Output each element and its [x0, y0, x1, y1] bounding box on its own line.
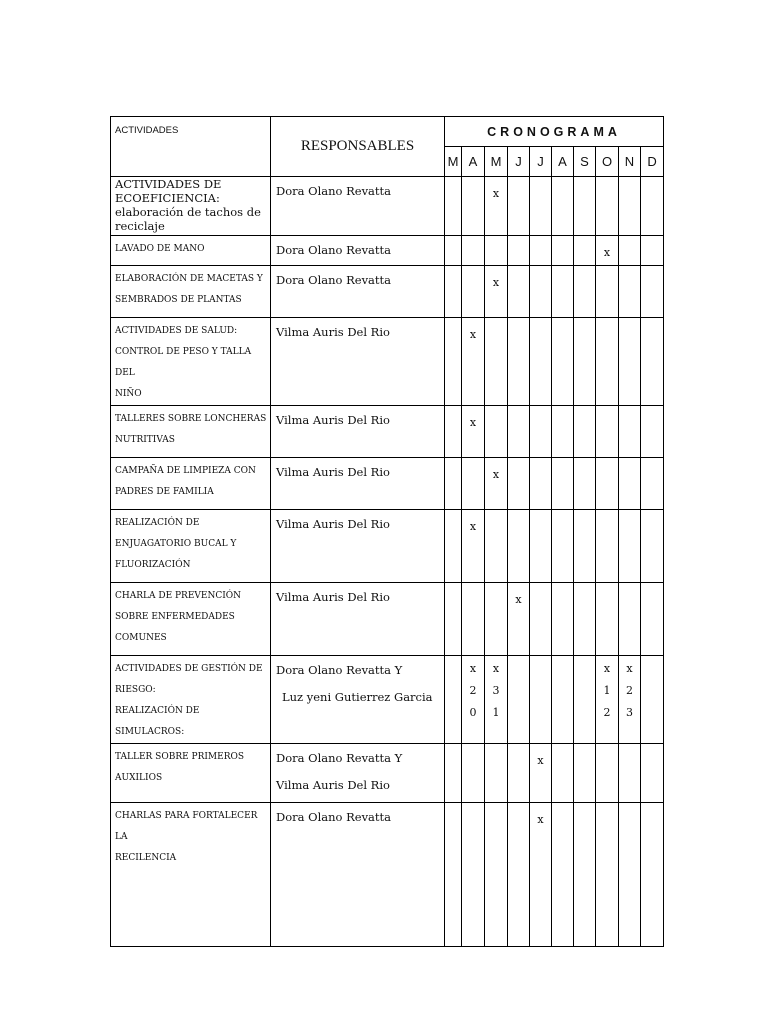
activity-text: RECILENCIA — [115, 853, 177, 863]
activity-text: NIÑO — [115, 389, 142, 399]
schedule-mark: x 1 2 — [603, 662, 611, 719]
schedule-cell — [574, 318, 596, 406]
responsable-text: Dora Olano Revatta — [276, 184, 392, 198]
schedule-cell — [596, 803, 619, 947]
schedule-cell — [445, 406, 462, 458]
schedule-cell — [485, 803, 508, 947]
activity-text: REALIZACIÓN DE SIMULACROS: — [115, 706, 200, 737]
schedule-cell — [508, 236, 530, 266]
responsable-cell — [271, 236, 445, 266]
schedule-cell — [619, 803, 641, 947]
month-sep: S — [574, 147, 596, 177]
activity-cell — [111, 744, 271, 803]
responsable-text: Dora Olano Revatta — [276, 243, 392, 257]
schedule-mark: x — [537, 813, 544, 826]
activity-text: ELABORACIÓN DE MACETAS Y — [115, 274, 263, 284]
responsable-text: Vilma Auris Del Rio — [276, 325, 390, 339]
schedule-cell — [530, 406, 552, 458]
activity-text: ACTIVIDADES DE SALUD: — [115, 326, 238, 336]
schedule-mark: x — [469, 520, 477, 533]
schedule-cell — [596, 177, 619, 236]
schedule-cell — [552, 803, 574, 947]
schedule-mark: x — [492, 468, 500, 481]
responsable-cell — [271, 510, 445, 583]
activity-text: CHARLAS PARA FORTALECER LA — [115, 811, 258, 842]
header-row — [111, 117, 664, 147]
activity-text: TALLER SOBRE PRIMEROS — [115, 752, 245, 762]
activity-text: ENJUAGATORIO BUCAL Y — [115, 539, 237, 549]
responsable-cell — [271, 266, 445, 318]
schedule-cell — [574, 406, 596, 458]
schedule-cell — [462, 744, 485, 803]
schedule-mark: x 2 0 — [469, 662, 477, 719]
table-row — [111, 266, 664, 318]
responsable-text: Dora Olano Revatta — [276, 810, 392, 824]
schedule-cell — [508, 583, 530, 656]
schedule-cell — [445, 744, 462, 803]
activity-cell — [111, 177, 271, 236]
schedule-cell — [508, 177, 530, 236]
schedule-mark: x — [537, 754, 544, 767]
responsable-text: Vilma Auris Del Rio — [276, 590, 390, 604]
schedule-mark: x — [492, 187, 500, 200]
activity-cell — [111, 236, 271, 266]
schedule-cell — [508, 318, 530, 406]
month-jun: J — [508, 147, 530, 177]
activity-text: LAVADO DE MANO — [115, 244, 205, 254]
schedule-cell — [445, 318, 462, 406]
responsable-text: Vilma Auris Del Rio — [276, 517, 390, 531]
schedule-cell — [641, 266, 664, 318]
schedule-cell — [445, 458, 462, 510]
schedule-cell — [641, 803, 664, 947]
responsable-text: Dora Olano Revatta — [276, 273, 392, 287]
schedule-cell — [485, 406, 508, 458]
schedule-cell — [530, 510, 552, 583]
schedule-cell — [596, 656, 619, 744]
activity-cell — [111, 318, 271, 406]
schedule-cell — [462, 803, 485, 947]
schedule-cell — [462, 656, 485, 744]
schedule-cell — [445, 177, 462, 236]
responsable-text: Luz yeni Gutierrez Garcia — [282, 690, 433, 704]
activity-text: CAMPAÑA DE LIMPIEZA CON — [115, 466, 256, 476]
schedule-cell — [596, 510, 619, 583]
responsable-text: Dora Olano Revatta Y — [276, 751, 403, 765]
schedule-cell — [445, 803, 462, 947]
schedule-cell — [462, 406, 485, 458]
schedule-mark: x 2 3 — [626, 662, 633, 719]
activity-text: AUXILIOS — [115, 773, 163, 783]
schedule-cell — [445, 510, 462, 583]
schedule-cell — [445, 583, 462, 656]
schedule-cell — [462, 177, 485, 236]
activity-text: TALLERES SOBRE LONCHERAS — [115, 414, 267, 424]
schedule-cell — [462, 266, 485, 318]
schedule-cell — [596, 458, 619, 510]
schedule-cell — [462, 318, 485, 406]
responsable-cell — [271, 583, 445, 656]
table-row — [111, 583, 664, 656]
schedule-cell — [574, 458, 596, 510]
schedule-cell — [619, 406, 641, 458]
schedule-cell — [596, 266, 619, 318]
schedule-cell — [641, 510, 664, 583]
table-row — [111, 177, 664, 236]
schedule-cell — [552, 583, 574, 656]
month-mar: M — [445, 147, 462, 177]
schedule-cell — [619, 744, 641, 803]
month-apr: A — [462, 147, 485, 177]
schedule-cell — [619, 266, 641, 318]
month-may: M — [485, 147, 508, 177]
schedule-cell — [596, 236, 619, 266]
activity-text: ACTIVIDADES DE GESTIÓN DE — [115, 664, 263, 674]
table-row — [111, 510, 664, 583]
responsable-cell — [271, 177, 445, 236]
responsables-header: RESPONSABLES — [271, 117, 445, 177]
responsable-cell — [271, 656, 445, 744]
activity-text: REALIZACIÓN DE — [115, 518, 200, 528]
schedule-cell — [619, 318, 641, 406]
schedule-cell — [462, 510, 485, 583]
schedule-cell — [641, 177, 664, 236]
table-row — [111, 458, 664, 510]
schedule-mark: x 3 1 — [492, 662, 500, 719]
month-dec: D — [641, 147, 664, 177]
schedule-cell — [485, 510, 508, 583]
activity-cell — [111, 458, 271, 510]
schedule-cell — [485, 583, 508, 656]
schedule-cell — [485, 318, 508, 406]
cronograma-table — [110, 116, 664, 947]
schedule-cell — [596, 406, 619, 458]
activity-text: NUTRITIVAS — [115, 435, 175, 445]
schedule-mark: x — [469, 416, 477, 429]
schedule-cell — [619, 177, 641, 236]
schedule-cell — [530, 318, 552, 406]
schedule-cell — [641, 458, 664, 510]
schedule-cell — [552, 177, 574, 236]
schedule-cell — [574, 803, 596, 947]
schedule-cell — [619, 458, 641, 510]
schedule-cell — [619, 656, 641, 744]
month-jul: J — [530, 147, 552, 177]
table-row — [111, 236, 664, 266]
responsable-text: Vilma Auris Del Rio — [276, 413, 390, 427]
schedule-cell — [508, 744, 530, 803]
schedule-cell — [552, 318, 574, 406]
table-row — [111, 406, 664, 458]
schedule-cell — [485, 236, 508, 266]
schedule-cell — [574, 510, 596, 583]
schedule-cell — [530, 803, 552, 947]
schedule-cell — [462, 583, 485, 656]
schedule-cell — [552, 266, 574, 318]
schedule-mark: x — [603, 246, 611, 259]
schedule-cell — [641, 744, 664, 803]
schedule-cell — [596, 583, 619, 656]
schedule-mark: x — [469, 328, 477, 341]
schedule-cell — [485, 744, 508, 803]
schedule-cell — [641, 236, 664, 266]
responsable-text: Dora Olano Revatta Y — [276, 663, 403, 677]
month-nov: N — [619, 147, 641, 177]
schedule-cell — [485, 656, 508, 744]
schedule-cell — [530, 177, 552, 236]
month-aug: A — [552, 147, 574, 177]
schedule-cell — [641, 318, 664, 406]
activities-header: ACTIVIDADES — [111, 117, 271, 177]
schedule-cell — [530, 744, 552, 803]
schedule-cell — [530, 583, 552, 656]
activity-text: CONTROL DE PESO Y TALLA DEL — [115, 347, 252, 378]
schedule-cell — [574, 744, 596, 803]
schedule-cell — [530, 266, 552, 318]
schedule-cell — [552, 236, 574, 266]
responsable-text: Vilma Auris Del Rio — [276, 778, 390, 792]
responsable-cell — [271, 318, 445, 406]
schedule-cell — [552, 406, 574, 458]
schedule-cell — [552, 510, 574, 583]
schedule-cell — [530, 236, 552, 266]
schedule-cell — [574, 177, 596, 236]
schedule-mark: x — [515, 593, 522, 606]
schedule-cell — [641, 656, 664, 744]
activity-text: FLUORIZACIÓN — [115, 560, 191, 570]
schedule-cell — [574, 656, 596, 744]
schedule-cell — [641, 406, 664, 458]
activity-cell — [111, 510, 271, 583]
activity-text: ACTIVIDADES DE ECOEFICIENCIA: elaboración de tachos de reciclaje — [115, 177, 261, 233]
schedule-cell — [641, 583, 664, 656]
activity-text: RIESGO: — [115, 685, 156, 695]
schedule-cell — [508, 510, 530, 583]
schedule-cell — [596, 318, 619, 406]
table-row — [111, 656, 664, 744]
table-row — [111, 744, 664, 803]
activity-cell — [111, 803, 271, 947]
schedule-cell — [574, 266, 596, 318]
table-row — [111, 803, 664, 947]
schedule-cell — [462, 236, 485, 266]
schedule-cell — [508, 406, 530, 458]
responsable-cell — [271, 744, 445, 803]
schedule-cell — [445, 266, 462, 318]
schedule-cell — [619, 583, 641, 656]
activity-cell — [111, 266, 271, 318]
activity-text: SEMBRADOS DE PLANTAS — [115, 295, 242, 305]
activity-text: CHARLA DE PREVENCIÓN — [115, 591, 242, 601]
responsable-text: Vilma Auris Del Rio — [276, 465, 390, 479]
responsable-cell — [271, 406, 445, 458]
schedule-cell — [445, 656, 462, 744]
activity-cell — [111, 406, 271, 458]
schedule-cell — [619, 510, 641, 583]
schedule-cell — [574, 583, 596, 656]
schedule-cell — [552, 744, 574, 803]
schedule-cell — [508, 266, 530, 318]
activity-text: SOBRE ENFERMEDADES — [115, 612, 235, 622]
schedule-cell — [485, 458, 508, 510]
schedule-cell — [508, 656, 530, 744]
responsable-cell — [271, 458, 445, 510]
activity-text: COMUNES — [115, 633, 167, 643]
schedule-cell — [462, 458, 485, 510]
schedule-mark: x — [492, 276, 500, 289]
table-row — [111, 318, 664, 406]
schedule-cell — [508, 458, 530, 510]
responsable-cell — [271, 803, 445, 947]
schedule-cell — [530, 458, 552, 510]
schedule-cell — [552, 656, 574, 744]
schedule-cell — [485, 177, 508, 236]
activity-text: PADRES DE FAMILIA — [115, 487, 214, 497]
schedule-cell — [552, 458, 574, 510]
schedule-cell — [574, 236, 596, 266]
schedule-cell — [445, 236, 462, 266]
schedule-cell — [596, 744, 619, 803]
cronograma-header: CRONOGRAMA — [445, 117, 664, 147]
schedule-cell — [619, 236, 641, 266]
activity-cell — [111, 583, 271, 656]
schedule-cell — [485, 266, 508, 318]
schedule-cell — [508, 803, 530, 947]
activity-cell — [111, 656, 271, 744]
month-oct: O — [596, 147, 619, 177]
schedule-cell — [530, 656, 552, 744]
